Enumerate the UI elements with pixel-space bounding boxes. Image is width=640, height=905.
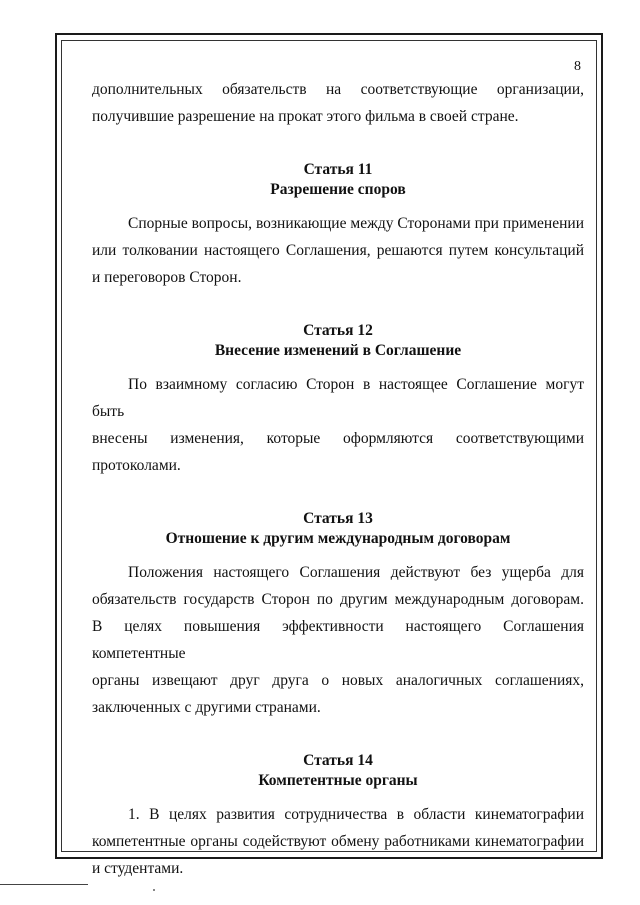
text-line: дополнительных обязательств на соответствующие организации, <box>92 81 584 98</box>
text-line: протоколами. <box>92 457 181 474</box>
article-title: Отношение к другим международным договорам <box>165 530 511 547</box>
text-line: Положения настоящего Соглашения действуют без ущерба для <box>128 564 584 581</box>
article-title: Внесение изменений в Соглашение <box>214 342 462 359</box>
article-heading <box>92 509 584 549</box>
text-line: и переговоров Сторон. <box>92 269 242 286</box>
article-number: Статья 12 <box>303 322 373 339</box>
intro-paragraph <box>92 76 584 130</box>
article-heading <box>92 321 584 361</box>
text-line: обязательств государств Сторон по другим международным договорам. <box>92 591 584 608</box>
text-line: внесены изменения, которые оформляются соответствующими <box>92 430 584 447</box>
article-number: Статья 14 <box>303 752 373 769</box>
article-heading <box>92 160 584 200</box>
text-line: органы извещают друг друга о новых аналогичных соглашениях, <box>92 672 584 689</box>
article-text <box>92 371 584 479</box>
text-line: заключенных с другими странами. <box>92 699 321 716</box>
article-12 <box>92 321 584 479</box>
article-number: Статья 13 <box>303 510 373 527</box>
text-line: По взаимному согласию Сторон в настоящее Соглашение могут быть <box>92 376 584 420</box>
text-line: Спорные вопросы, возникающие между Сторонами при применении <box>128 215 584 232</box>
article-number: Статья 11 <box>303 161 373 178</box>
article-13 <box>92 509 584 721</box>
article-14 <box>92 751 584 882</box>
footnote-rule <box>0 884 88 885</box>
article-text <box>92 801 584 882</box>
text-line: или толковании настоящего Соглашения, решаются путем консультаций <box>92 242 584 259</box>
article-text <box>92 210 584 291</box>
text-line: 1. В целях развития сотрудничества в области кинематографии <box>128 806 584 823</box>
text-line: компетентные органы содействуют обмену работниками кинематографии <box>92 833 584 850</box>
text-line: В целях повышения эффективности настоящего Соглашения компетентные <box>92 618 584 662</box>
text-line: и студентами. <box>92 860 184 877</box>
scan-speck <box>153 889 155 891</box>
document-body <box>92 76 584 882</box>
article-title: Компетентные органы <box>258 772 418 789</box>
article-text <box>92 559 584 721</box>
text-line: получившие разрешение на прокат этого фильма в своей стране. <box>92 108 519 125</box>
article-title: Разрешение споров <box>270 181 406 198</box>
page-number: 8 <box>574 59 581 74</box>
article-heading <box>92 751 584 791</box>
article-11 <box>92 160 584 291</box>
